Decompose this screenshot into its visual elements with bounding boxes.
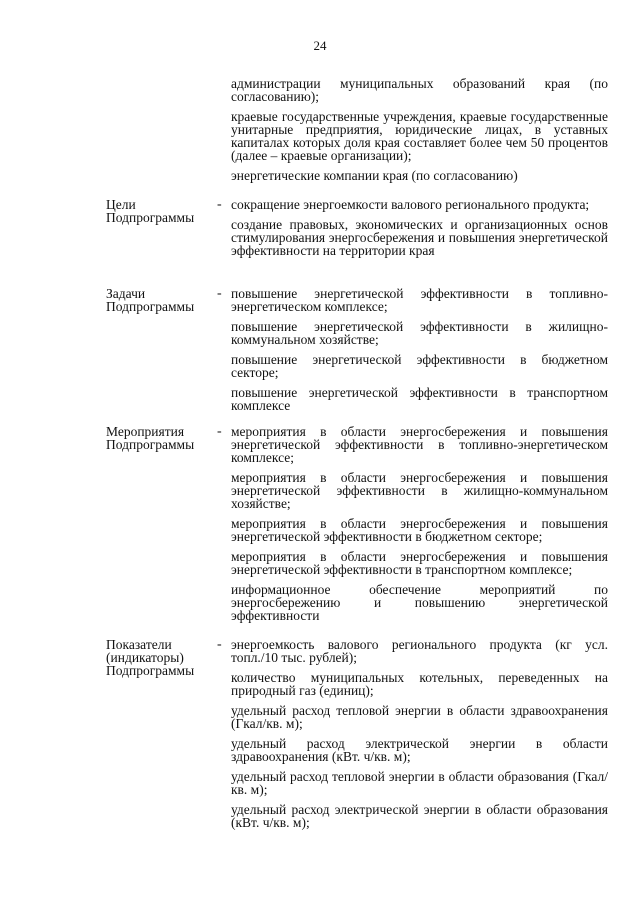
section-label: Показатели (индикаторы) Подпрограммы	[106, 637, 195, 678]
list-item: повышение энергетической эффективности в бюджетном секторе;	[231, 352, 608, 380]
list-item: сокращение энергоемкости валового регионального продукта;	[231, 197, 590, 212]
list-item: повышение энергетической эффективности в жилищно-коммунальном хозяйстве;	[231, 319, 608, 347]
list-item: мероприятия в области энергосбережения и повышения энергетической эффективности в жилищно-коммунальном хозяйстве;	[231, 470, 608, 511]
dash-separator: -	[217, 286, 222, 301]
section-label: Задачи Подпрограммы	[106, 286, 195, 314]
list-item: количество муниципальных котельных, переведенных на природный газ (единиц);	[231, 670, 608, 698]
list-item: энергоемкость валового регионального продукта (кг усл. топл./10 тыс. рублей);	[231, 637, 608, 665]
section-label: Цели Подпрограммы	[106, 197, 195, 225]
list-item: мероприятия в области энергосбережения и повышения энергетической эффективности в бюджетном секторе;	[231, 516, 608, 544]
intro-paragraph: энергетические компании края (по согласованию)	[231, 168, 518, 183]
intro-paragraph: администрации муниципальных образований края (по согласованию);	[231, 76, 608, 104]
dash-separator: -	[217, 637, 222, 652]
list-item: мероприятия в области энергосбережения и повышения энергетической эффективности в топливно-энергетическом комплексе;	[231, 424, 608, 465]
section-items	[231, 425, 608, 629]
section-items	[231, 198, 608, 264]
list-item: удельный расход электрической энергии в области здравоохранения (кВт. ч/кв. м);	[231, 736, 608, 764]
section-items	[231, 287, 608, 419]
dash-separator: -	[217, 424, 222, 439]
list-item: удельный расход тепловой энергии в области здравоохранения (Гкал/кв. м);	[231, 703, 608, 731]
list-item: мероприятия в области энергосбережения и повышения энергетической эффективности в транспортном комплексе;	[231, 549, 608, 577]
list-item: создание правовых, экономических и организационных основ стимулирования энергосбережения и повышения энергетической эффективности на территории края	[231, 217, 608, 258]
intro-paragraph: краевые государственные учреждения, краевые государственные унитарные предприятия, юридические лицах, в уставных капиталах которых доля края составляет более чем 50 процентов (далее – краевые организации);	[231, 109, 608, 163]
list-item: удельный расход тепловой энергии в области образования (Гкал/кв. м);	[231, 769, 608, 797]
section-items	[231, 638, 608, 836]
page-number: 24	[313, 38, 327, 53]
section-label: Мероприятия Подпрограммы	[106, 424, 195, 452]
list-item: удельный расход электрической энергии в области образования (кВт. ч/кв. м);	[231, 802, 608, 830]
list-item: повышение энергетической эффективности в транспортном комплексе	[231, 385, 608, 413]
dash-separator: -	[217, 197, 222, 212]
intro-block	[231, 77, 608, 189]
list-item: информационное обеспечение мероприятий по энергосбережению и повышению энергетической эффективности	[231, 582, 608, 623]
list-item: повышение энергетической эффективности в топливно-энергетическом комплексе;	[231, 286, 608, 314]
